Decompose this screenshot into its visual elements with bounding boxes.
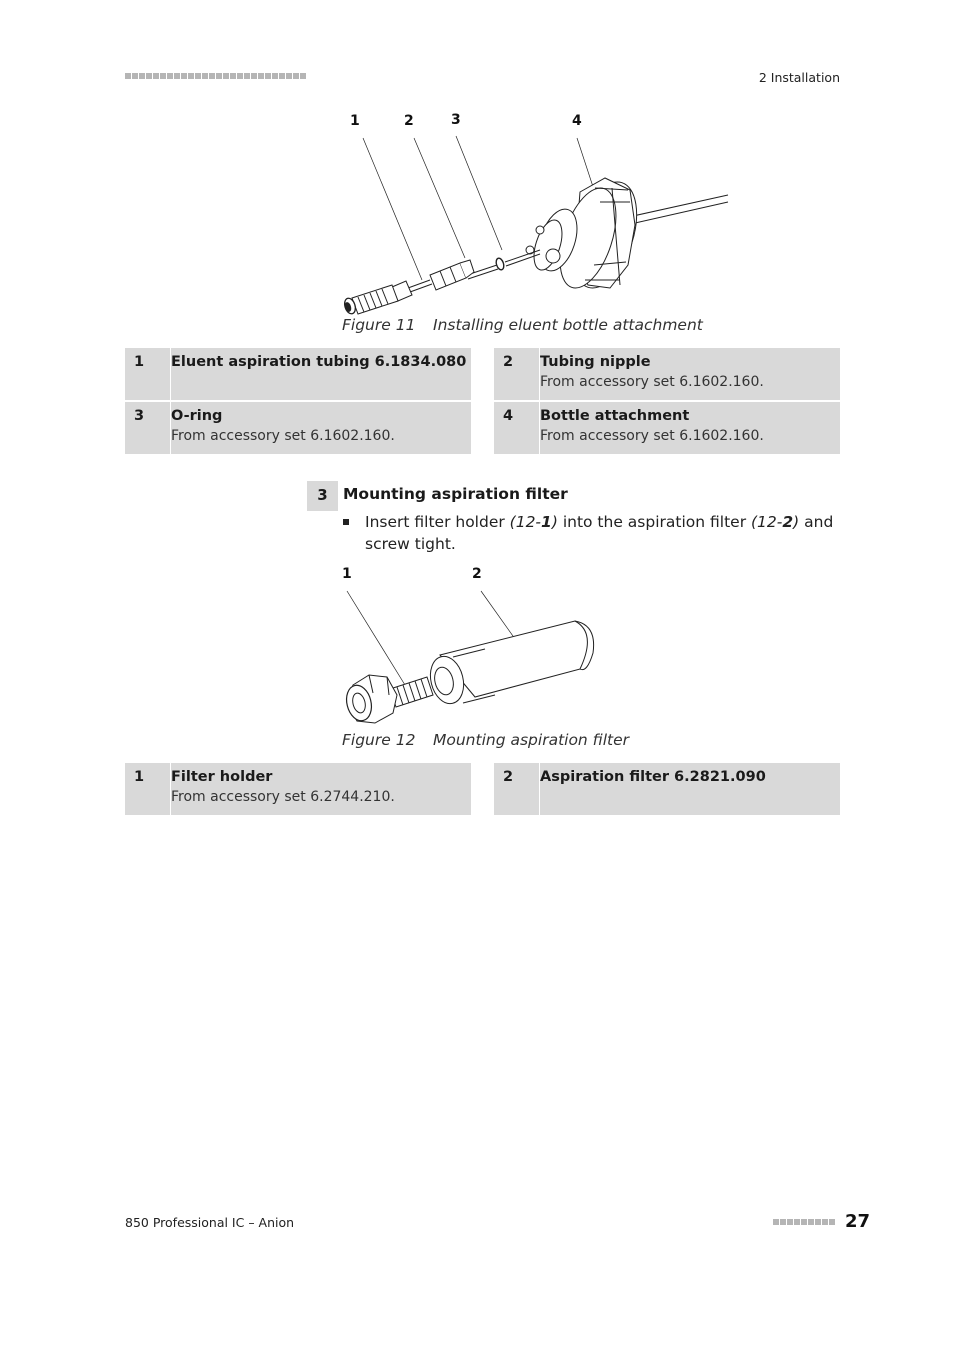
legend-subtitle: From accessory set 6.1602.160. (171, 428, 395, 444)
figure-reference-close: ) (793, 513, 800, 531)
eluent-bottle-attachment-illustration (330, 130, 740, 315)
legend-number: 2 (503, 769, 514, 785)
section-header: 2 Installation (758, 70, 840, 85)
legend-subtitle: From accessory set 6.1602.160. (540, 428, 764, 444)
figure12-caption-text: Mounting aspiration filter (433, 731, 629, 749)
legend-number: 1 (134, 769, 145, 785)
figure-reference: (12- (751, 513, 783, 531)
figure11-legend-item-4 (494, 402, 840, 454)
figure12-caption-number: Figure 12 (342, 731, 416, 749)
figure11-caption-number: Figure 11 (342, 316, 416, 334)
footer-decoration (773, 1219, 835, 1225)
figure11-caption (342, 316, 703, 334)
figure11-callout-4: 4 (572, 113, 582, 129)
legend-title: O-ring (171, 408, 223, 424)
bullet-marker (343, 519, 349, 525)
figure11-legend-item-2 (494, 348, 840, 400)
figure11-callout-1: 1 (350, 113, 360, 129)
legend-subtitle: From accessory set 6.1602.160. (540, 374, 764, 390)
footer-product-name: 850 Professional IC – Anion (125, 1215, 295, 1230)
legend-number: 1 (134, 354, 145, 370)
figure11-legend-item-3 (125, 402, 471, 454)
figure-reference: (12- (509, 513, 542, 531)
figure12-callout-2: 2 (472, 566, 482, 582)
figure-reference-number: 1 (541, 513, 552, 531)
step-instruction (365, 511, 845, 555)
legend-title: Tubing nipple (540, 354, 651, 370)
step-number: 3 (307, 481, 338, 511)
figure12-caption (342, 731, 629, 749)
instruction-text: and screw tight. (365, 513, 834, 553)
aspiration-filter-illustration (335, 585, 605, 730)
instruction-text: into the aspiration filter (557, 513, 751, 531)
legend-number: 4 (503, 408, 514, 424)
figure12-callout-1: 1 (342, 566, 352, 582)
page-number: 27 (845, 1211, 871, 1232)
figure11-callout-3: 3 (451, 112, 461, 128)
legend-title: Filter holder (171, 769, 273, 785)
figure-reference-close: ) (551, 513, 558, 531)
figure-reference-number: 2 (782, 513, 794, 531)
instruction-text: Insert filter holder (365, 513, 510, 531)
figure11-caption-text: Installing eluent bottle attachment (433, 316, 703, 334)
step-title: Mounting aspiration filter (343, 485, 568, 503)
legend-title: Aspiration filter 6.2821.090 (540, 769, 766, 785)
legend-subtitle: From accessory set 6.2744.210. (171, 789, 395, 805)
figure12-legend-item-2 (494, 763, 840, 815)
figure11-callout-2: 2 (404, 113, 414, 129)
figure12-legend-item-1 (125, 763, 471, 815)
legend-title: Eluent aspiration tubing 6.1834.080 (171, 354, 467, 370)
header-decoration (125, 73, 306, 79)
legend-number: 2 (503, 354, 514, 370)
figure11-legend-item-1 (125, 348, 471, 400)
legend-number: 3 (134, 408, 145, 424)
legend-title: Bottle attachment (540, 408, 690, 424)
